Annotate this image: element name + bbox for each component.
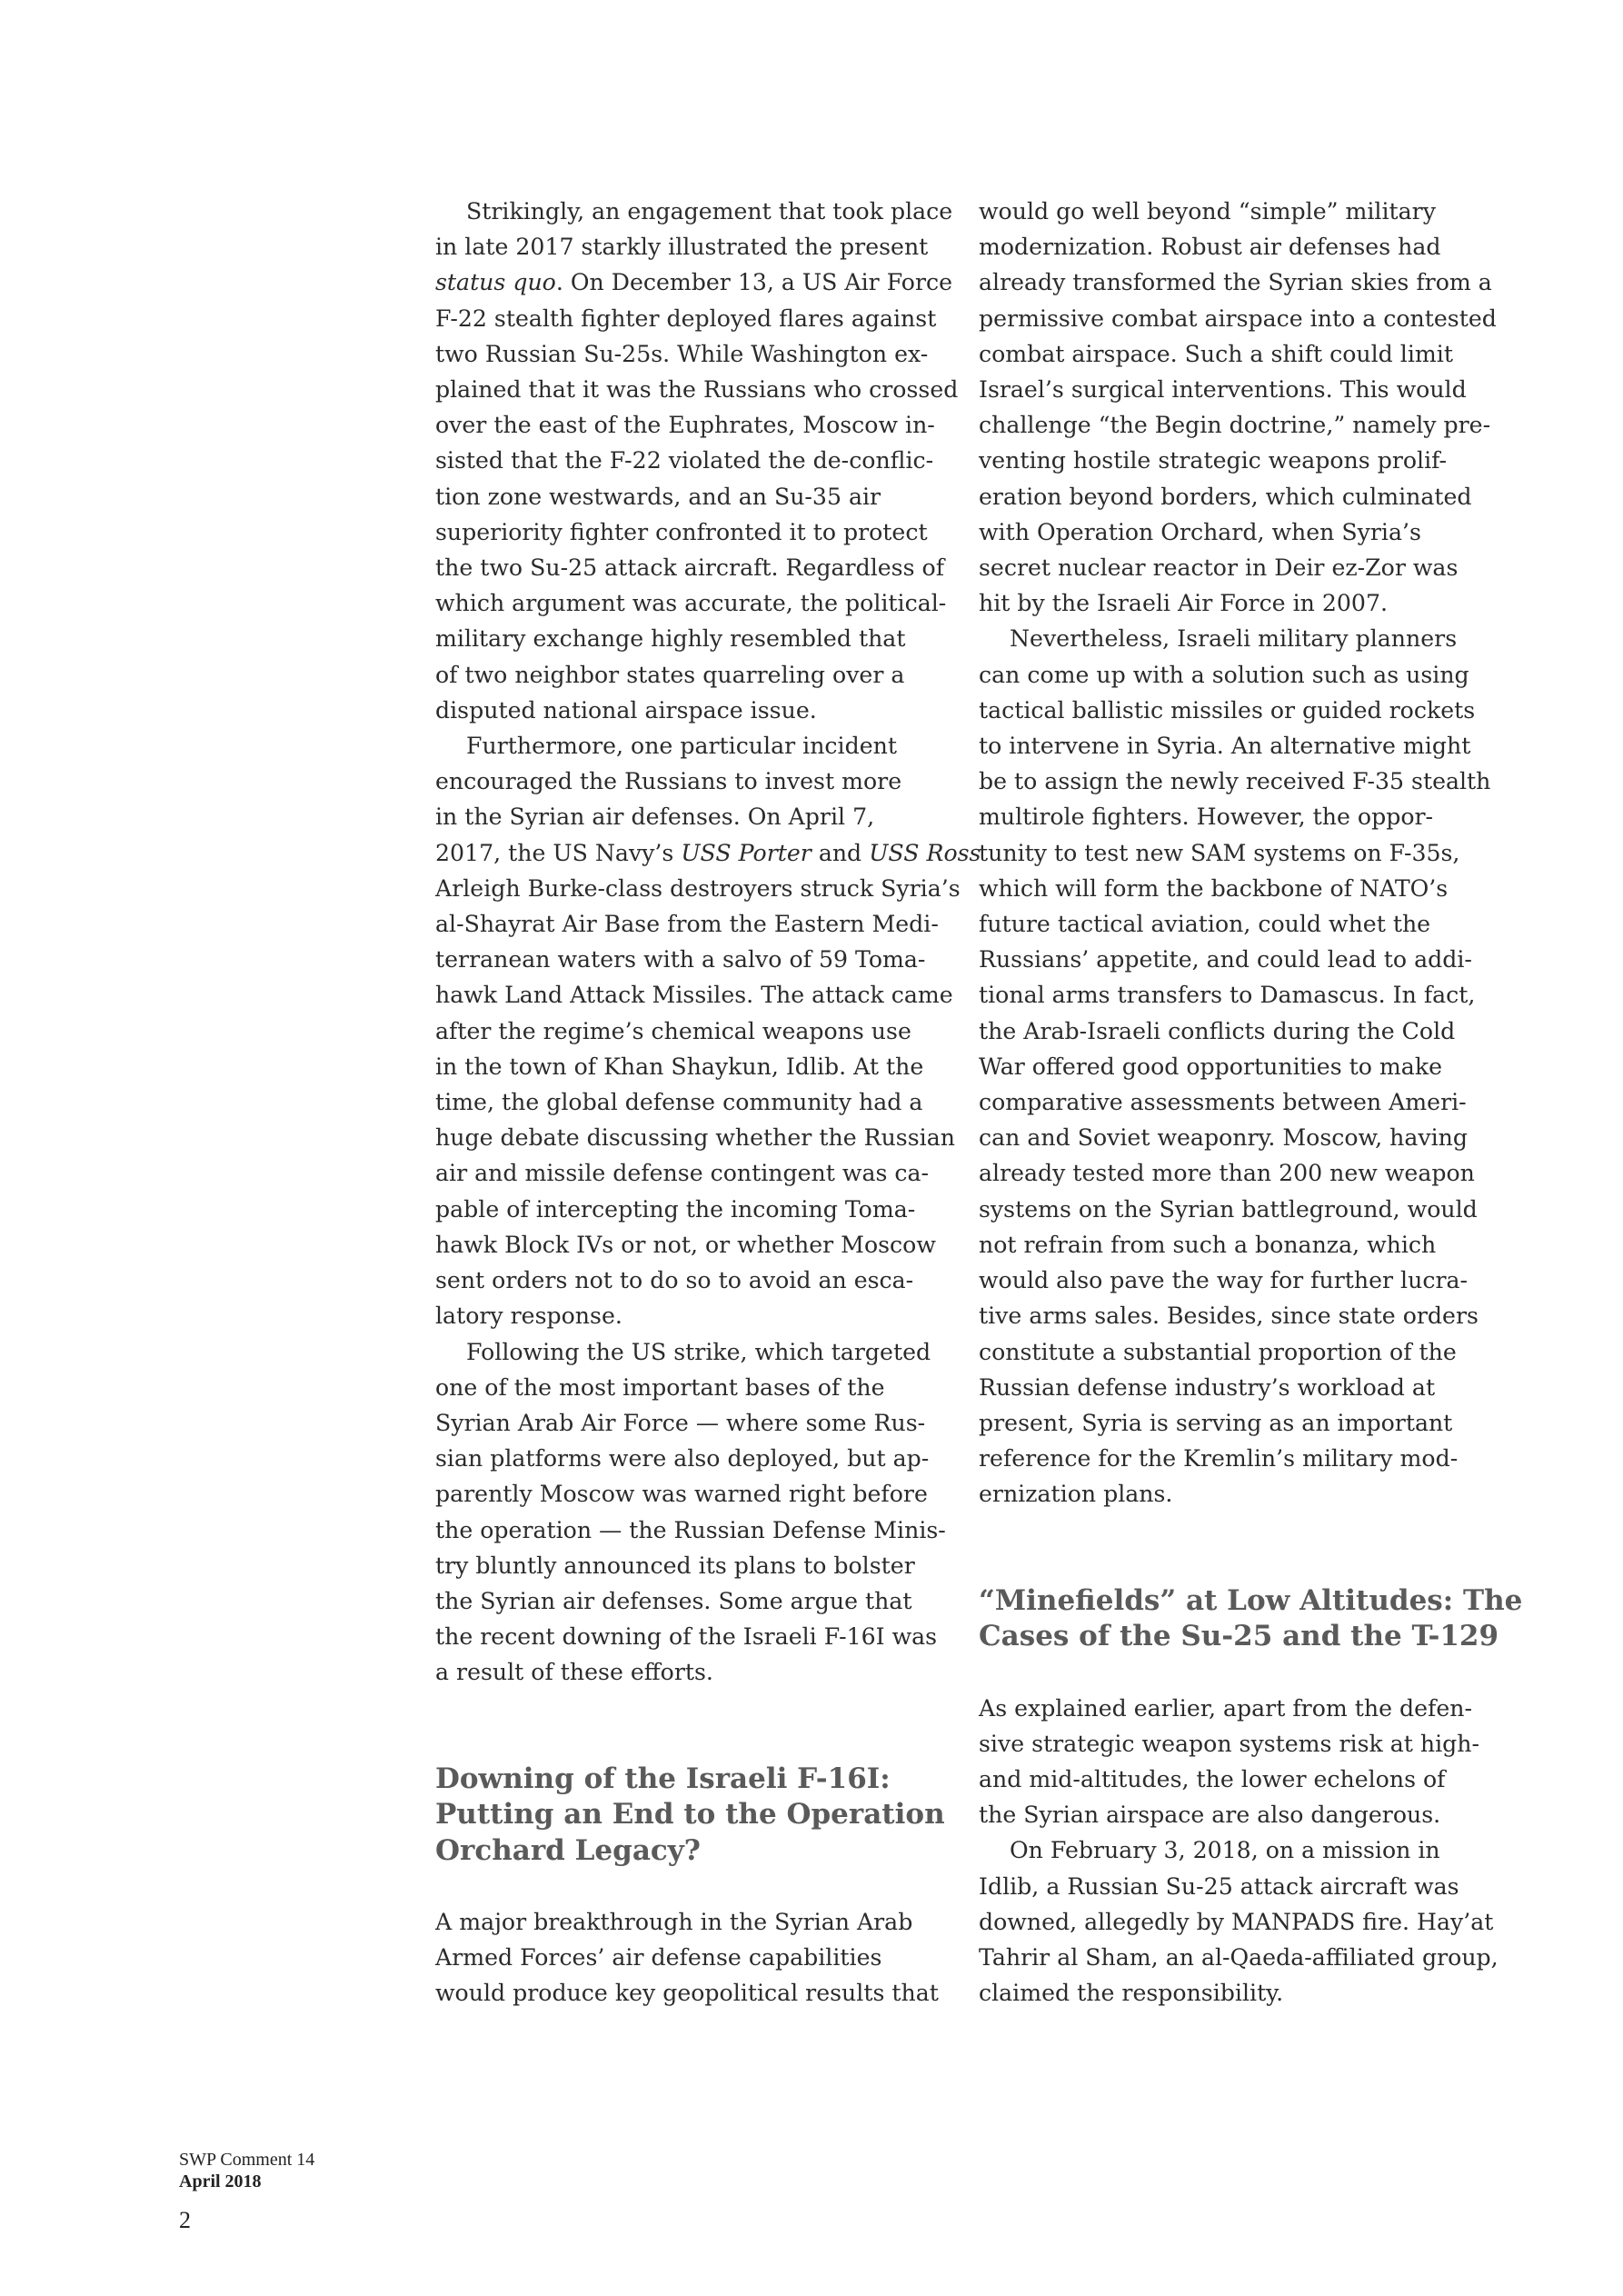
heading-line: Putting an End to the Operation xyxy=(435,1798,945,1832)
text-line: one of the most important bases of the xyxy=(435,1373,885,1401)
text-line: would go well beyond “simple” military xyxy=(979,198,1436,225)
section-heading xyxy=(979,1583,1523,1655)
text-line: Russian defense industry’s workload at xyxy=(979,1373,1436,1401)
paragraph xyxy=(979,1832,1499,2011)
text-line: try bluntly announced its plans to bolster xyxy=(435,1552,915,1579)
text-line: superiority fighter confronted it to protect xyxy=(435,518,928,545)
text-line: sisted that the F-22 violated the de-conflic- xyxy=(435,447,934,474)
text-line: tactical ballistic missiles or guided rockets xyxy=(979,696,1476,724)
text-line: eration beyond borders, which culminated xyxy=(979,483,1472,510)
text-line: not refrain from such a bonanza, which xyxy=(979,1231,1437,1258)
text-line: air and missile defense contingent was ca- xyxy=(435,1160,930,1187)
text-line: War offered good opportunities to make xyxy=(979,1053,1442,1080)
paragraph xyxy=(435,1904,944,2011)
text-line: venting hostile strategic weapons prolif- xyxy=(979,447,1448,474)
italic-term: status quo xyxy=(435,269,556,296)
text-line: can come up with a solution such as using xyxy=(979,661,1469,688)
text-line: terranean waters with a salvo of 59 Toma- xyxy=(435,946,926,973)
text-line: combat airspace. Such a shift could limit xyxy=(979,340,1453,367)
text-line: A major breakthrough in the Syrian Arab xyxy=(435,1909,913,1936)
text-line: future tactical aviation, could whet the xyxy=(979,911,1431,938)
text-line: already tested more than 200 new weapon xyxy=(979,1160,1475,1187)
paragraph xyxy=(979,1691,1488,1833)
text-line: modernization. Robust air defenses had xyxy=(979,234,1441,261)
paragraph xyxy=(979,621,1491,1512)
text-line: tion zone westwards, and an Su-35 air xyxy=(435,483,881,510)
text-line: already transformed the Syrian skies from a xyxy=(979,269,1492,296)
text-line: 2017, the US Navy’s USS Porter and USS Ross xyxy=(435,839,981,866)
paragraph xyxy=(435,728,981,1333)
text-line: the Syrian airspace are also dangerous. xyxy=(979,1802,1441,1829)
text-line: Strikingly, an engagement that took place xyxy=(466,198,953,225)
text-line: ernization plans. xyxy=(979,1481,1173,1508)
text-line: in the Syrian air defenses. On April 7, xyxy=(435,804,875,831)
text-line: disputed national airspace issue. xyxy=(435,696,817,724)
text-line: the Arab-Israeli conflicts during the Cold xyxy=(979,1017,1456,1044)
text-line: Idlib, a Russian Su-25 attack aircraft was xyxy=(979,1872,1459,1900)
text-line: Tahrir al Sham, an al-Qaeda-affiliated group, xyxy=(979,1943,1499,1971)
text-line: the Syrian air defenses. Some argue that xyxy=(435,1587,912,1614)
text-line: F-22 stealth fighter deployed flares against xyxy=(435,304,937,332)
text-line: multirole fighters. However, the oppor- xyxy=(979,804,1434,831)
heading-line: Cases of the Su-25 and the T-129 xyxy=(979,1620,1499,1653)
text-line: over the east of the Euphrates, Moscow in- xyxy=(435,412,935,439)
paragraph xyxy=(435,1334,944,1691)
text-line: hawk Block IVs or not, or whether Moscow xyxy=(435,1231,936,1258)
text-line: Syrian Arab Air Force — where some Rus- xyxy=(435,1409,926,1436)
paragraph xyxy=(979,194,1497,621)
text-line: the recent downing of the Israeli F-16I was xyxy=(435,1623,938,1651)
text-line: the two Su-25 attack aircraft. Regardless of xyxy=(435,554,945,582)
text-line: plained that it was the Russians who crossed xyxy=(435,376,959,404)
text-line: in late 2017 starkly illustrated the present xyxy=(435,234,929,261)
text-line: systems on the Syrian battleground, would xyxy=(979,1195,1478,1223)
text-line: which argument was accurate, the political- xyxy=(435,590,947,617)
text-line: in the town of Khan Shaykun, Idlib. At the xyxy=(435,1053,924,1080)
text-line: Armed Forces’ air defense capabilities xyxy=(435,1944,882,1972)
text-line: Following the US strike, which targeted xyxy=(466,1338,931,1365)
text-line: sian platforms were also deployed, but ap- xyxy=(435,1445,930,1472)
publication-date: April 2018 xyxy=(179,2171,262,2191)
text-line: status quo. On December 13, a US Air Force xyxy=(435,269,953,296)
text-line: reference for the Kremlin’s military mod- xyxy=(979,1445,1459,1472)
left-column xyxy=(435,194,981,2011)
text-line: parently Moscow was warned right before xyxy=(435,1481,928,1508)
text-line: al-Shayrat Air Base from the Eastern Medi- xyxy=(435,911,939,938)
text-line: which will form the backbone of NATO’s xyxy=(979,874,1449,902)
text-line: time, the global defense community had a xyxy=(435,1089,923,1116)
paragraph xyxy=(435,194,959,728)
spacer xyxy=(979,1655,1488,1691)
text-line: military exchange highly resembled that xyxy=(435,625,906,653)
text-line: be to assign the newly received F-35 stealth xyxy=(979,768,1491,795)
text-line: sive strategic weapon systems risk at high- xyxy=(979,1730,1480,1757)
text-line: the operation — the Russian Defense Minis- xyxy=(435,1516,946,1543)
text-line: Nevertheless, Israeli military planners xyxy=(1010,625,1458,653)
text-line: sent orders not to do so to avoid an esca- xyxy=(435,1267,914,1294)
text-line: challenge “the Begin doctrine,” namely pre- xyxy=(979,412,1491,439)
text-line: As explained earlier, apart from the defen- xyxy=(979,1694,1472,1722)
text-line: would also pave the way for further lucra- xyxy=(979,1267,1469,1294)
heading-line: “Minefields” at Low Altitudes: The xyxy=(979,1583,1523,1617)
text-line: On February 3, 2018, on a mission in xyxy=(1010,1837,1440,1864)
text-line: hawk Land Attack Missiles. The attack came xyxy=(435,982,953,1009)
page-number: 2 xyxy=(179,2207,191,2233)
heading-line: Downing of the Israeli F-16I: xyxy=(435,1762,891,1795)
text-line: would produce key geopolitical results that xyxy=(435,1980,939,2007)
text-line: secret nuclear reactor in Deir ez-Zor was xyxy=(979,554,1459,582)
text-line: Israel’s surgical interventions. This would xyxy=(979,376,1467,404)
ship-name: USS Porter xyxy=(681,839,812,866)
spacer xyxy=(979,1512,1488,1583)
text-line: two Russian Su-25s. While Washington ex- xyxy=(435,340,929,367)
publication-info xyxy=(179,2149,314,2192)
heading-line: Orchard Legacy? xyxy=(435,1833,701,1867)
series-label: SWP Comment 14 xyxy=(179,2150,315,2170)
text-line: downed, allegedly by MANPADS fire. Hay’at xyxy=(979,1908,1494,1935)
text-line: after the regime’s chemical weapons use xyxy=(435,1017,911,1044)
text-line: a result of these efforts. xyxy=(435,1659,713,1686)
text-line: comparative assessments between Ameri- xyxy=(979,1089,1467,1116)
text-line: constitute a substantial proportion of the xyxy=(979,1338,1457,1365)
ship-name: USS Ross xyxy=(869,839,981,866)
text-line: Furthermore, one particular incident xyxy=(466,733,897,760)
text-line: permissive combat airspace into a contested xyxy=(979,304,1497,332)
text-line: huge debate discussing whether the Russian xyxy=(435,1124,955,1152)
section-heading xyxy=(435,1762,944,1870)
text-line: Russians’ appetite, and could lead to addi- xyxy=(979,946,1472,973)
text-line: and mid-altitudes, the lower echelons of xyxy=(979,1765,1446,1792)
text-line: can and Soviet weaponry. Moscow, having xyxy=(979,1124,1468,1152)
text-line: to intervene in Syria. An alternative might xyxy=(979,733,1471,760)
text-line: with Operation Orchard, when Syria’s xyxy=(979,518,1421,545)
text-line: encouraged the Russians to invest more xyxy=(435,768,902,795)
text-line: present, Syria is serving as an important xyxy=(979,1409,1453,1436)
spacer xyxy=(435,1691,944,1762)
text-line: tional arms transfers to Damascus. In fact, xyxy=(979,982,1476,1009)
text-line: claimed the responsibility. xyxy=(979,1980,1284,2007)
text-line: latory response. xyxy=(435,1303,622,1330)
text-line: hit by the Israeli Air Force in 2007. xyxy=(979,590,1388,617)
text-line: Arleigh Burke-class destroyers struck Syria’s xyxy=(435,874,961,902)
text-line: of two neighbor states quarreling over a xyxy=(435,661,905,688)
text-line: tunity to test new SAM systems on F-35s, xyxy=(979,839,1460,866)
spacer xyxy=(435,1869,944,1904)
text-line: tive arms sales. Besides, since state orders xyxy=(979,1303,1479,1330)
text-line: pable of intercepting the incoming Toma- xyxy=(435,1195,916,1223)
right-column xyxy=(979,194,1523,2011)
